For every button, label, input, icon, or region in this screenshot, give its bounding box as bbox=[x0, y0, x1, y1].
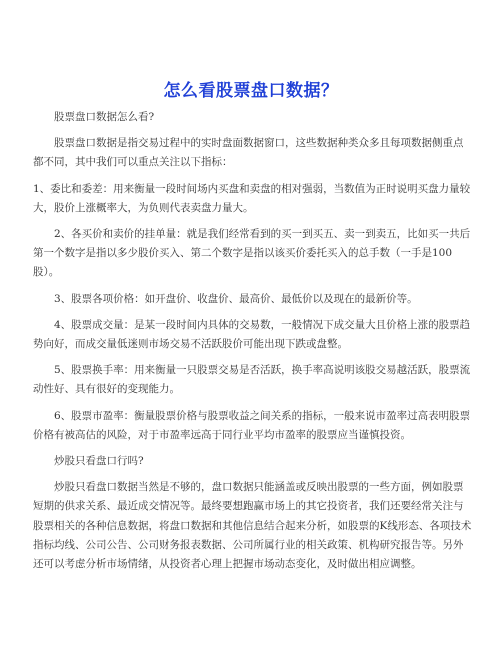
document-body bbox=[33, 108, 473, 581]
question-heading-1: 股票盘口数据怎么看? bbox=[54, 111, 155, 123]
intro-paragraph: 股票盘口数据是指交易过程中的实时盘面数据窗口，这些数据种类众多且每项数据侧重点都不同，其中我们可以重点关注以下指标： bbox=[33, 137, 464, 169]
conclusion-paragraph: 炒股只看盘口数据当然是不够的，盘口数据只能涵盖或反映出股票的一些方面，例如股票短期的供求关系、最近成交情况等。最终要想跑赢市场上的其它投资者，我们还要经常关注与股票相关的各种信息数据，将盘口数据和其他信息结合起来分析，如股票的K线形态、各项技术指标均线、公司公告、公司财务报表数据、公司所属行业的相关政策、机构研究报告等。另外还可以考虑分析市场情绪，从投资者心理上把握市场动态变化，及时做出相应调整。 bbox=[33, 481, 472, 571]
question-heading-2: 炒股只看盘口行吗? bbox=[54, 455, 144, 468]
indicator-item-5: 5、股票换手率：用来衡量一只股票交易是否活跃，换手率高说明该股交易越活跃，股票流动性好、具有很好的变现能力。 bbox=[33, 364, 471, 396]
indicator-item-4: 4、股票成交量：是某一段时间内具体的交易数，一般情况下成交量大且价格上涨的股票趋势向好，而成交量低迷则市场交易不活跃股价可能出现下跌或盘整。 bbox=[33, 318, 471, 351]
indicator-item-3: 3、股票各项价格：如开盘价、收盘价、最高价、最低价以及现在的最新价等。 bbox=[54, 292, 418, 305]
indicator-item-2: 2、各买价和卖价的挂单量：就是我们经常看到的买一到买五、卖一到卖五，比如买一共后第一个数字是指以多少股价买入、第二个数字是指以该买价委托买入的总手数（一手是100股）。 bbox=[33, 228, 471, 279]
document-title: 怎么看股票盘口数据？ bbox=[163, 81, 339, 101]
indicator-item-6: 6、股票市盈率：衡量股票价格与股票收益之间关系的指标，一般来说市盈率过高表明股票价格有被高估的风险，对于市盈率远高于同行业平均市盈率的股票应当谨慎投资。 bbox=[33, 409, 471, 441]
indicator-item-1: 1、委比和委差：用来衡量一段时间场内买盘和卖盘的相对强弱，当数值为正时说明买盘力量较大，股价上涨概率大，为负则代表卖盘力量大。 bbox=[33, 182, 471, 214]
